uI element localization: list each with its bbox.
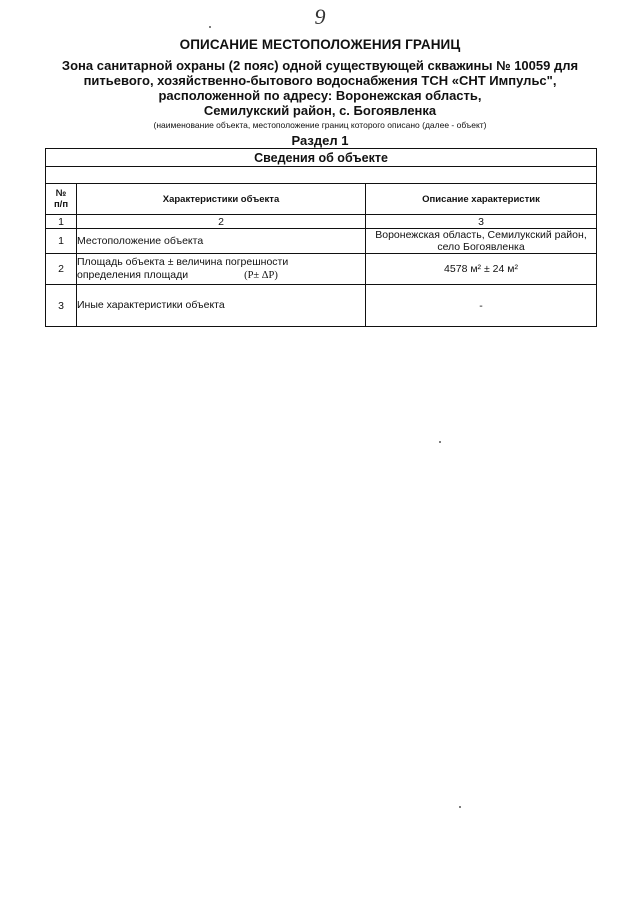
row-description-text: Воронежская область, Семилукский район, село Богоявленка: [375, 229, 587, 253]
table-row: [46, 254, 597, 285]
row-number: 3: [46, 285, 77, 327]
column-number: 2: [77, 215, 366, 229]
object-info-table: [45, 148, 597, 327]
table-row: [46, 285, 597, 327]
row-characteristic: [77, 254, 366, 285]
object-name-caption: (наименование объекта, местоположение границ которого описано (далее - объект): [153, 120, 487, 130]
object-name-line: питьевого, хозяйственно-бытового водоснабжения ТСН «СНТ Импульс",: [83, 73, 557, 88]
column-number: 3: [366, 215, 597, 229]
scan-speck: [459, 806, 461, 808]
row-characteristic: Иные характеристики объекта: [77, 285, 366, 327]
row-description: 4578 м² ± 24 м²: [366, 254, 597, 285]
table-caption: Сведения об объекте: [46, 149, 597, 167]
column-number: 1: [46, 215, 77, 229]
object-name-line: расположенной по адресу: Воронежская область,: [158, 88, 482, 103]
row-characteristic-line: Площадь объекта ± величина погрешности: [77, 256, 289, 268]
row-description: [366, 229, 597, 254]
object-name-line: Семилукский район, с. Богоявленка: [203, 103, 437, 118]
page-number: 9: [314, 4, 326, 29]
row-characteristic-line: [77, 269, 365, 282]
column-numbers-row: [46, 215, 597, 229]
table-header-row: [46, 184, 597, 215]
row-characteristic: Местоположение объекта: [77, 229, 366, 254]
table-row: [46, 229, 597, 254]
document-title: ОПИСАНИЕ МЕСТОПОЛОЖЕНИЯ ГРАНИЦ: [179, 37, 461, 52]
scan-speck: [439, 441, 441, 443]
header-characteristic: Характеристики объекта: [77, 184, 366, 215]
area-formula: (P± ΔP): [244, 270, 278, 281]
row-description: -: [366, 285, 597, 327]
table-spacer-cell: [46, 167, 597, 184]
row-number: 2: [46, 254, 77, 285]
header-description: Описание характеристик: [366, 184, 597, 215]
table-caption-row: [46, 149, 597, 167]
scan-speck: [209, 26, 211, 28]
row-number: 1: [46, 229, 77, 254]
section-title: Раздел 1: [291, 133, 349, 148]
object-name: [40, 58, 600, 118]
row-characteristic-line2: определения площади: [77, 269, 189, 281]
header-num-text: № п/п: [53, 188, 69, 210]
table-spacer-row: [46, 167, 597, 184]
header-num: [46, 184, 77, 215]
object-name-line: Зона санитарной охраны (2 пояс) одной существующей скважины № 10059 для: [61, 58, 579, 73]
